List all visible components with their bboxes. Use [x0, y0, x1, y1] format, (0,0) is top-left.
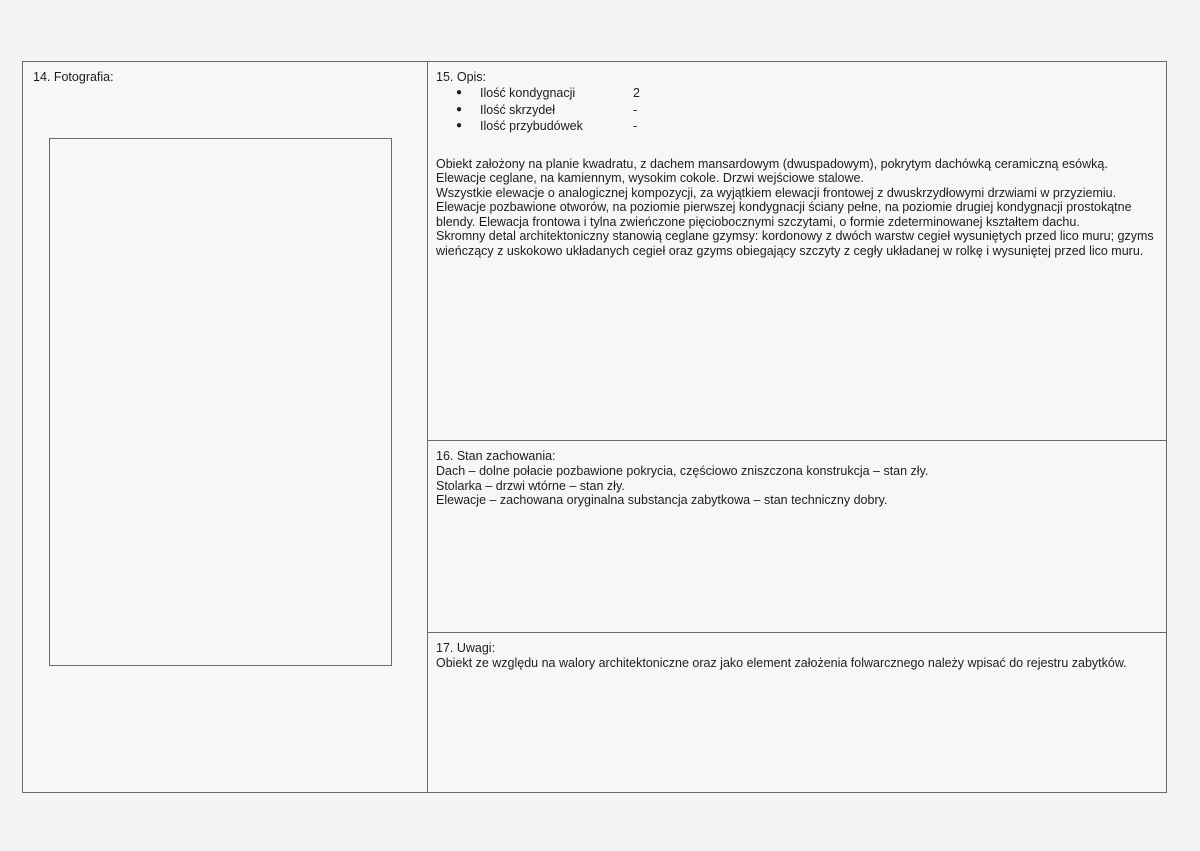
property-value: -: [633, 119, 638, 133]
description-paragraph: Skromny detal architektoniczny stanowią ceglane gzymsy: kordonowy z dwóch warstw cegieł wysuniętych przed lico muru; gzyms wieńczący z uskokowo układanych cegieł oraz gzyms obiegający szczyty z cegły układanej w rolkę i wysuniętej przed lico muru.: [436, 229, 1154, 258]
property-label: Ilość przybudówek: [480, 119, 583, 133]
details-column: [428, 62, 1166, 792]
remarks-section: [428, 633, 1166, 792]
condition-line: Elewacje – zachowana oryginalna substancja zabytkowa – stan techniczny dobry.: [436, 493, 888, 507]
bullet-icon: ●: [456, 120, 463, 131]
record-card-table: [22, 61, 1167, 793]
remarks-text: Obiekt ze względu na walory architektoniczne oraz jako element założenia folwarcznego należy wpisać do rejestru zabytków.: [436, 656, 1127, 670]
description-paragraph: Obiekt założony na planie kwadratu, z dachem mansardowym (dwuspadowym), pokrytym dachówką ceramiczną esówką.: [436, 156, 1108, 171]
property-value: 2: [633, 86, 640, 100]
property-value: -: [633, 102, 638, 117]
bullet-icon: ●: [456, 87, 463, 98]
photo-heading: 14. Fotografia:: [33, 70, 114, 84]
list-item: [456, 85, 1156, 102]
condition-line: Stolarka – drzwi wtórne – stan zły.: [436, 478, 625, 493]
condition-heading: 16. Stan zachowania:: [436, 449, 556, 463]
property-label: Ilość skrzydeł: [480, 102, 556, 117]
condition-section: [428, 441, 1166, 633]
photo-column: [23, 62, 428, 792]
bullet-icon: ●: [456, 103, 463, 115]
photo-placeholder: [49, 138, 392, 666]
property-list: [436, 85, 1156, 135]
list-item: [456, 102, 1156, 119]
description-paragraph: Elewacje ceglane, na kamiennym, wysokim cokole. Drzwi wejściowe stalowe.: [436, 171, 864, 185]
condition-line: Dach – dolne połacie pozbawione pokrycia, częściowo zniszczona konstrukcja – stan zły.: [436, 464, 929, 478]
remarks-heading: 17. Uwagi:: [436, 641, 496, 655]
description-heading: 15. Opis:: [436, 70, 487, 84]
description-section: [428, 62, 1166, 441]
description-text: [436, 157, 1156, 259]
property-label: Ilość kondygnacji: [480, 86, 576, 100]
list-item: [456, 118, 1156, 135]
description-paragraph: Wszystkie elewacje o analogicznej kompozycji, za wyjątkiem elewacji frontowej z dwuskrzydłowymi drzwiami w przyziemiu. Elewacje pozbawione otworów, na poziomie pierwszej kondygnacji ściany pełne, na poziomie drugiej kondygnacji prostokątne blendy. Elewacja frontowa i tylna zwieńczone pięciobocznymi szczytami, o formie zdeterminowanej kształtem dachu.: [436, 185, 1132, 229]
